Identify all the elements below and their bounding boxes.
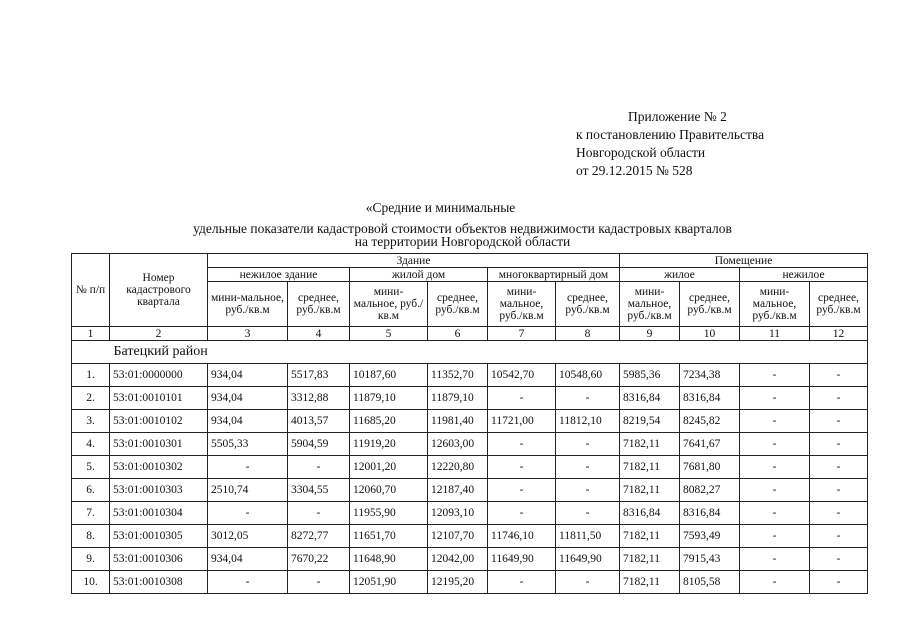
cell-row-number: 1. — [72, 364, 110, 387]
cell-nonres-premises-avg: - — [810, 571, 868, 594]
cell-nonres-premises-min: - — [740, 571, 810, 594]
cell-cadastral-number: 53:01:0010305 — [110, 525, 208, 548]
cell-row-number: 3. — [72, 410, 110, 433]
cadastral-values-table — [71, 253, 868, 594]
column-number: 12 — [810, 327, 868, 341]
cell-row-number: 2. — [72, 387, 110, 410]
cell-row-number: 6. — [72, 479, 110, 502]
cell-residential-min: 8316,84 — [620, 502, 680, 525]
header-nonresidential-premises: нежилое — [740, 268, 868, 282]
cell-nonres-premises-avg: - — [810, 548, 868, 571]
column-number: 3 — [208, 327, 288, 341]
cell-nonres-building-min: 3012,05 — [208, 525, 288, 548]
cell-cadastral-number: 53:01:0010308 — [110, 571, 208, 594]
region-name: Батецкий район — [110, 341, 868, 364]
header-min: мини-мальное, руб./кв.м — [350, 282, 428, 327]
column-number: 11 — [740, 327, 810, 341]
cell-house-avg: 11879,10 — [428, 387, 488, 410]
cell-cadastral-number: 53:01:0010306 — [110, 548, 208, 571]
table-row — [72, 548, 868, 571]
cell-residential-avg: 7593,49 — [680, 525, 740, 548]
table-row — [72, 433, 868, 456]
table-row — [72, 502, 868, 525]
cell-house-min: 11685,20 — [350, 410, 428, 433]
cell-house-avg: 11352,70 — [428, 364, 488, 387]
region-spacer — [72, 341, 110, 364]
cell-house-min: 11651,70 — [350, 525, 428, 548]
header-avg: среднее, руб./кв.м — [810, 282, 868, 327]
cell-nonres-building-min: - — [208, 571, 288, 594]
cell-residential-min: 7182,11 — [620, 548, 680, 571]
cell-nonres-building-avg: - — [288, 456, 350, 479]
cell-nonres-building-avg: 8272,77 — [288, 525, 350, 548]
appendix-region: Новгородской области — [576, 145, 706, 160]
header-min: мини-мальное, руб./кв.м — [488, 282, 556, 327]
cell-apartment-avg: - — [556, 456, 620, 479]
cell-residential-min: 7182,11 — [620, 456, 680, 479]
cell-apartment-min: - — [488, 479, 556, 502]
cell-apartment-avg: - — [556, 387, 620, 410]
region-row — [72, 341, 868, 364]
cell-nonres-building-avg: 3304,55 — [288, 479, 350, 502]
cell-house-avg: 12093,10 — [428, 502, 488, 525]
document-title-line-1: «Средние и минимальные — [365, 200, 516, 215]
cell-house-min: 11879,10 — [350, 387, 428, 410]
cell-nonres-premises-min: - — [740, 479, 810, 502]
column-number: 7 — [488, 327, 556, 341]
cell-nonres-premises-min: - — [740, 502, 810, 525]
appendix-block — [576, 108, 764, 180]
cell-nonres-building-min: - — [208, 502, 288, 525]
cell-house-avg: 12107,70 — [428, 525, 488, 548]
header-min: мини-мальное, руб./кв.м — [740, 282, 810, 327]
cell-apartment-min: - — [488, 571, 556, 594]
cell-nonres-building-min: 934,04 — [208, 387, 288, 410]
column-number: 4 — [288, 327, 350, 341]
cell-nonres-building-min: 2510,74 — [208, 479, 288, 502]
cell-cadastral-number: 53:01:0010301 — [110, 433, 208, 456]
cell-nonres-premises-min: - — [740, 364, 810, 387]
cell-house-min: 11648,90 — [350, 548, 428, 571]
header-avg: среднее, руб./кв.м — [428, 282, 488, 327]
cell-house-min: 10187,60 — [350, 364, 428, 387]
cell-nonres-premises-avg: - — [810, 456, 868, 479]
header-apartment-building: многоквартирный дом — [488, 268, 620, 282]
document-title-line-2: удельные показатели кадастровой стоимости объектов недвижимости кадастровых кварталов — [193, 221, 732, 236]
cell-nonres-building-min: 934,04 — [208, 548, 288, 571]
cell-row-number: 8. — [72, 525, 110, 548]
table-row — [72, 456, 868, 479]
cell-cadastral-number: 53:01:0010102 — [110, 410, 208, 433]
cell-apartment-min: - — [488, 433, 556, 456]
cell-apartment-avg: 11811,50 — [556, 525, 620, 548]
cell-nonres-building-min: 5505,33 — [208, 433, 288, 456]
header-premises: Помещение — [620, 254, 868, 268]
cell-cadastral-number: 53:01:0010302 — [110, 456, 208, 479]
cell-nonres-building-avg: 3312,88 — [288, 387, 350, 410]
cell-apartment-avg: 10548,60 — [556, 364, 620, 387]
document-title-line-3: на территории Новгородской области — [354, 234, 571, 249]
cell-apartment-min: - — [488, 502, 556, 525]
header-avg: среднее, руб./кв.м — [556, 282, 620, 327]
appendix-number: Приложение № 2 — [628, 109, 727, 124]
cell-residential-min: 7182,11 — [620, 525, 680, 548]
cell-nonres-premises-min: - — [740, 433, 810, 456]
cell-residential-min: 7182,11 — [620, 571, 680, 594]
cell-nonres-premises-avg: - — [810, 364, 868, 387]
column-number: 6 — [428, 327, 488, 341]
cell-cadastral-number: 53:01:0010101 — [110, 387, 208, 410]
cell-apartment-min: - — [488, 456, 556, 479]
cell-cadastral-number: 53:01:0000000 — [110, 364, 208, 387]
table-body — [72, 364, 868, 594]
cell-apartment-min: 11721,00 — [488, 410, 556, 433]
cell-house-avg: 12195,20 — [428, 571, 488, 594]
cell-nonres-premises-min: - — [740, 525, 810, 548]
cell-apartment-avg: - — [556, 433, 620, 456]
column-number: 5 — [350, 327, 428, 341]
cell-house-avg: 12220,80 — [428, 456, 488, 479]
cell-house-avg: 12042,00 — [428, 548, 488, 571]
cell-residential-min: 8219,54 — [620, 410, 680, 433]
cell-residential-avg: 8316,84 — [680, 502, 740, 525]
cell-nonres-premises-avg: - — [810, 525, 868, 548]
cell-nonres-building-avg: - — [288, 502, 350, 525]
header-avg: среднее, руб./кв.м — [680, 282, 740, 327]
cell-nonres-premises-avg: - — [810, 433, 868, 456]
column-number: 8 — [556, 327, 620, 341]
cell-nonres-building-min: 934,04 — [208, 410, 288, 433]
cell-nonres-premises-avg: - — [810, 387, 868, 410]
column-number-row — [72, 327, 868, 341]
cell-residential-avg: 8105,58 — [680, 571, 740, 594]
cell-apartment-avg: - — [556, 502, 620, 525]
cell-apartment-avg: - — [556, 479, 620, 502]
cell-house-min: 12001,20 — [350, 456, 428, 479]
header-residential-house: жилой дом — [350, 268, 488, 282]
cell-residential-avg: 8316,84 — [680, 387, 740, 410]
cell-house-min: 12051,90 — [350, 571, 428, 594]
cell-apartment-avg: 11812,10 — [556, 410, 620, 433]
cell-house-avg: 12187,40 — [428, 479, 488, 502]
cell-residential-min: 8316,84 — [620, 387, 680, 410]
cell-nonres-premises-min: - — [740, 387, 810, 410]
cell-nonres-premises-min: - — [740, 548, 810, 571]
appendix-date: от 29.12.2015 № 528 — [576, 163, 693, 178]
cell-nonres-building-avg: 5904,59 — [288, 433, 350, 456]
cell-apartment-min: - — [488, 387, 556, 410]
cell-apartment-min: 10542,70 — [488, 364, 556, 387]
cell-apartment-min: 11649,90 — [488, 548, 556, 571]
cell-nonres-building-avg: - — [288, 571, 350, 594]
cell-residential-avg: 7681,80 — [680, 456, 740, 479]
cell-residential-min: 5985,36 — [620, 364, 680, 387]
cell-nonres-building-avg: 7670,22 — [288, 548, 350, 571]
column-number: 10 — [680, 327, 740, 341]
cell-row-number: 4. — [72, 433, 110, 456]
cell-residential-min: 7182,11 — [620, 479, 680, 502]
header-avg: среднее, руб./кв.м — [288, 282, 350, 327]
cell-nonres-premises-min: - — [740, 456, 810, 479]
cell-house-avg: 11981,40 — [428, 410, 488, 433]
cell-nonres-building-min: - — [208, 456, 288, 479]
header-cadastral-number: Номер кадастрового квартала — [110, 254, 208, 327]
header-min: мини-мальное, руб./кв.м — [208, 282, 288, 327]
cell-residential-avg: 7915,43 — [680, 548, 740, 571]
column-number: 1 — [72, 327, 110, 341]
cell-row-number: 9. — [72, 548, 110, 571]
column-number: 9 — [620, 327, 680, 341]
cell-house-min: 11919,20 — [350, 433, 428, 456]
cell-house-avg: 12603,00 — [428, 433, 488, 456]
cell-nonres-premises-avg: - — [810, 502, 868, 525]
cell-residential-avg: 8245,82 — [680, 410, 740, 433]
cell-residential-min: 7182,11 — [620, 433, 680, 456]
table-row — [72, 387, 868, 410]
cell-row-number: 10. — [72, 571, 110, 594]
table-row — [72, 525, 868, 548]
table-row — [72, 479, 868, 502]
cell-row-number: 5. — [72, 456, 110, 479]
cell-row-number: 7. — [72, 502, 110, 525]
header-no: № п/п — [72, 254, 110, 327]
cell-nonres-premises-avg: - — [810, 479, 868, 502]
cell-apartment-min: 11746,10 — [488, 525, 556, 548]
table-row — [72, 571, 868, 594]
cell-nonres-building-avg: 4013,57 — [288, 410, 350, 433]
cell-cadastral-number: 53:01:0010304 — [110, 502, 208, 525]
cell-house-min: 12060,70 — [350, 479, 428, 502]
appendix-decree: к постановлению Правительства — [576, 127, 765, 142]
cell-residential-avg: 8082,27 — [680, 479, 740, 502]
cell-house-min: 11955,90 — [350, 502, 428, 525]
table-row — [72, 410, 868, 433]
cell-apartment-avg: - — [556, 571, 620, 594]
cell-apartment-avg: 11649,90 — [556, 548, 620, 571]
cell-nonres-premises-min: - — [740, 410, 810, 433]
cell-nonres-building-avg: 5517,83 — [288, 364, 350, 387]
cell-residential-avg: 7641,67 — [680, 433, 740, 456]
cell-cadastral-number: 53:01:0010303 — [110, 479, 208, 502]
table-row — [72, 364, 868, 387]
header-building: Здание — [208, 254, 620, 268]
header-residential-premises: жилое — [620, 268, 740, 282]
cell-nonres-premises-avg: - — [810, 410, 868, 433]
column-number: 2 — [110, 327, 208, 341]
header-nonresidential-building: нежилое здание — [208, 268, 350, 282]
cell-residential-avg: 7234,38 — [680, 364, 740, 387]
cell-nonres-building-min: 934,04 — [208, 364, 288, 387]
header-min: мини-мальное, руб./кв.м — [620, 282, 680, 327]
